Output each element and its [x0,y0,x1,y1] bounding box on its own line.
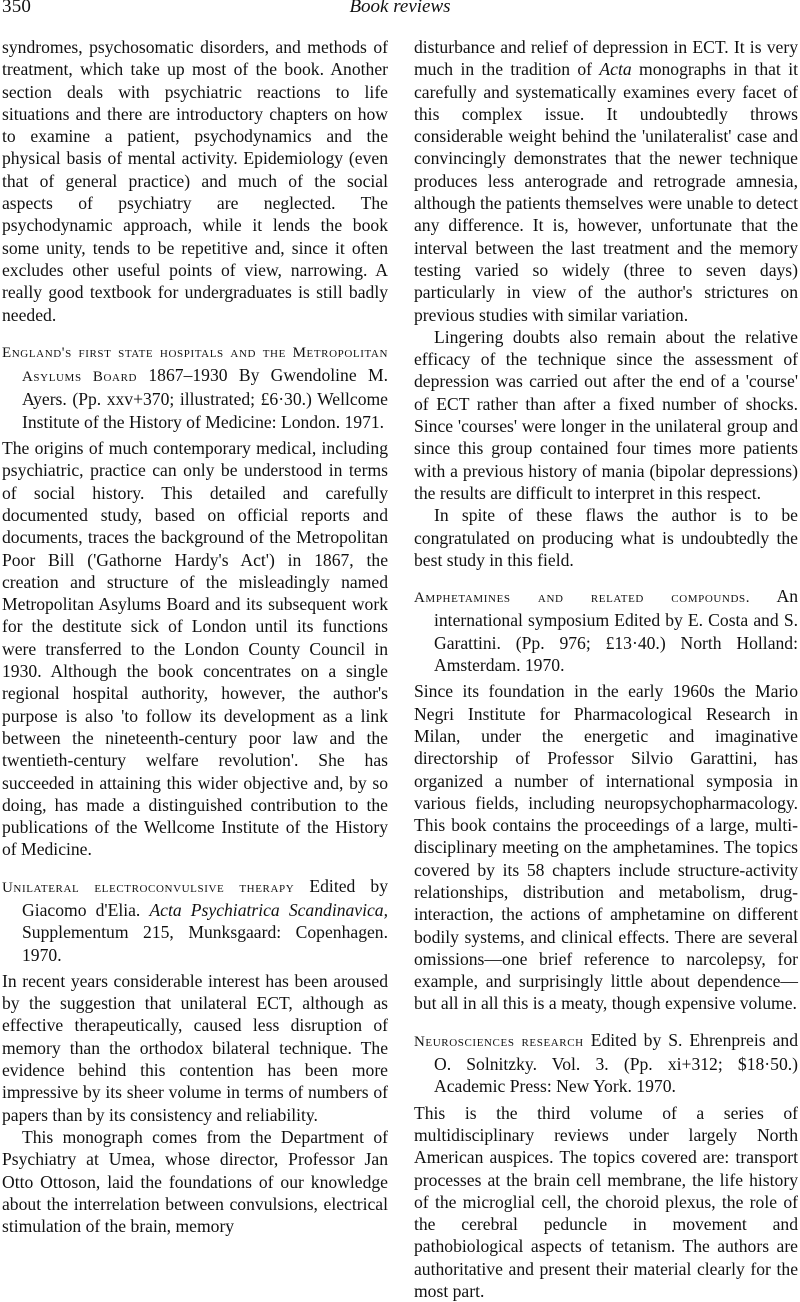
review-details: Supplementum 215, Munksgaard: Copenhagen. 1970. [22,922,388,965]
text-run: monographs in that it carefully and systematically examines every facet of this complex issue. It undoubtedly throws considerable weight behind the 'unilateralist' case and convincingly demonstrates that the newer technique produces less anterograde and retrograde amnesia, although the patients themselves were unable to detect any difference. It is, however, unfortunate that the interval between the last treatment and the memory testing varied so widely (three to seven days) particularly in view of the author's strictures on previous studies with similar variation. [414,59,798,325]
text-run: disturbance and relief of depression in ECT. It is very much in the tradition of [414,37,798,80]
review-heading-england [2,340,388,433]
review-title: Amphetamines and related compounds. [414,590,751,607]
right-column [414,36,798,1302]
review-body: This is the third volume of a series of multidisciplinary reviews under largely North American auspices. The topics covered are: transport processes at the brain cell membrane, the life history of the microglial cell, the choroid plexus, the role of the cerebral peduncle in movement and pathobiological aspects of tetanism. The authors are authoritative and present their material clearly for the most part. [414,1102,798,1302]
review-details: An international symposium Edited by E. Costa and S. Garattini. (Pp. 976; £13·40.) North Holland: Amsterdam. 1970. [434,586,799,676]
conclusion-paragraph: In spite of these flaws the author is to be congratulated on producing what is undoubtedly the best study in this field. [414,505,798,570]
running-head: Book reviews [349,0,451,17]
review-details: 1867–1930 By Gwendoline M. Ayers. (Pp. xxv+370; illustrated; £6·30.) Wellcome Institute of the History of Medicine: London. 1971. [22,365,388,432]
review-body: The origins of much contemporary medical, including psychiatric, practice can only be understood in terms of social history. This detailed and carefully documented study, based on official reports and documents, traces the background of the Metropolitan Poor Bill ('Gathorne Hardy's Act') in 1867, the creation and structure of the misleadingly named Metropolitan Asylums Board and its subsequent work for the destitute sick of London until its functions were transferred to the London County Council in 1930. Although the book concentrates on a single regional hospital authority, however, the author's purpose is also 'to follow its development as a link between the nineteenth-century poor law and the twentieth-century welfare revolution'. She has succeeded in attaining this wider objective and, by so doing, has made a distinguished contribution to the publications of the Wellcome Institute of the History of Medicine. [2,438,388,860]
review-heading-neurosciences [414,1029,798,1098]
review-body: In recent years considerable interest has been aroused by the suggestion that unilateral ECT, although as effective therapeutically, caused less disruption of memory than the orthodox bilateral technique. The evidence behind this contention has been more impressive by its sheer volume in terms of numbers of papers than by its consistency and reliability. [2,970,388,1125]
review-title: Unilateral electroconvulsive therapy [2,879,295,896]
review-details: Edited by S. Ehrenpreis and O. Solnitzky. Vol. 3. (Pp. xi+312; $18·50.) Academic Press: New York. 1970. [434,1029,798,1097]
review-title: Neurosciences research [414,1033,584,1050]
review-heading-amphetamines [414,585,798,676]
doubts-paragraph: Lingering doubts also remain about the relative efficacy of the technique since the assessment of depression was carried out after the end of a 'course' of ECT rather than after a fixed number of shocks. Since 'courses' were longer in the unilateral group and since this group contained four times more patients with a previous history of mania (bipolar depressions) the results are difficult to interpret in this respect. [414,326,798,503]
journal-name: Acta Psychiatrica Scandinavica, [149,899,389,920]
journal-name: Acta [599,59,632,80]
review-body: This monograph comes from the Department of Psychiatry at Umea, whose director, Professor Jan Otto Ottoson, laid the foundations of our knowledge about the interrelation between convulsions, electrical stimulation of the brain, memory [2,1126,388,1237]
page-number: 350 [2,0,32,17]
review-title: England's first state hospitals and the Metropolitan Asylums Board [2,344,388,386]
review-body: Since its foundation in the early 1960s the Mario Negri Institute for Pharmacological Research in Milan, under the energetic and imaginative directorship of Professor Silvio Garattini, has organized a number of international symposia in various fields, including neuropsychopharmacology. This book contains the proceedings of a large, multi-disciplinary meeting on the amphetamines. The topics covered by its 58 chapters include structure-activity relationships, distribution and metabolism, drug-interaction, the actions of amphetamine on different bodily systems, and clinical effects. There are several omissions—one brief reference to narcolepsy, for example, and surprisingly little about dependence—but all in all this is a meaty, though expensive volume. [414,681,798,1014]
continued-paragraph [414,36,798,326]
review-heading-ect [2,875,388,966]
review-details: Edited by Giacomo d'Elia. [22,875,388,920]
intro-paragraph: syndromes, psychosomatic disorders, and methods of treatment, which take up most of the book. Another section deals with psychiatric reactions to life situations and there are introductory chapters on how to examine a patient, psychodynamics and the physical basis of mental activity. Epidemiology (even that of general practice) and much of the social aspects of psychiatry are neglected. The psychodynamic approach, while it lends the book some unity, tends to be repetitive and, since it often excludes other useful points of view, narrowing. A really good textbook for undergraduates is still badly needed. [2,37,388,325]
page-header [0,0,800,28]
left-column [2,36,388,1237]
